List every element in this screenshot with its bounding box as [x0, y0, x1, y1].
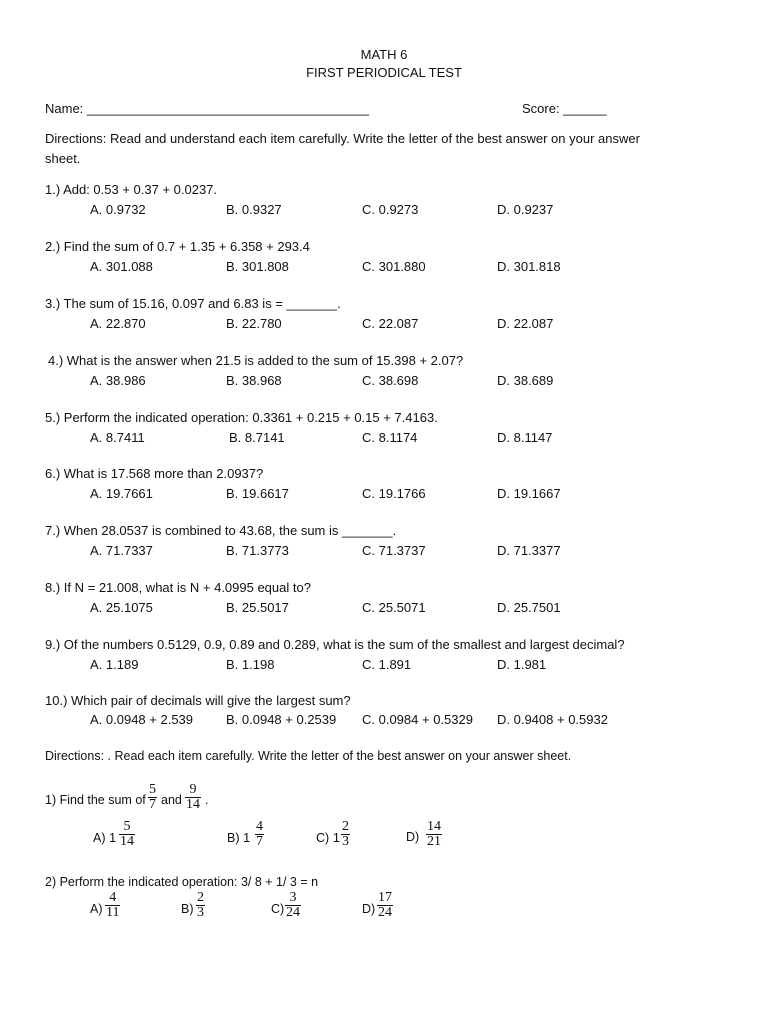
numerator: 5	[123, 819, 131, 834]
choice-b: B. 0.9327	[226, 202, 282, 217]
choice-d: D. 0.9237	[497, 202, 554, 217]
choice-c: C. 71.3737	[362, 543, 426, 558]
denominator: 3	[197, 905, 204, 920]
choice-b: B. 1.198	[226, 657, 275, 672]
directions-part1: Directions: Read and understand each item carefully. Write the letter of the best answer on your answer	[45, 131, 640, 146]
numerator: 5	[149, 782, 156, 797]
denominator: 24	[378, 905, 392, 920]
option-label: B)	[181, 902, 194, 916]
option-label: C) 1	[316, 830, 340, 845]
choice-a: A. 301.088	[90, 259, 153, 274]
denominator: 14	[120, 834, 134, 849]
option-label: C)	[271, 902, 285, 916]
choice-b: B. 8.7141	[229, 430, 285, 445]
choice-d: D. 22.087	[497, 316, 554, 331]
question-text: 2.) Find the sum of 0.7 + 1.35 + 6.358 + 293.4	[45, 239, 310, 254]
choice-d: D. 8.1147	[497, 430, 553, 445]
choice-d: D. 25.7501	[497, 600, 561, 615]
denominator: 24	[286, 905, 300, 920]
choice-a: A. 1.189	[90, 657, 139, 672]
choice-c: C. 0.0984 + 0.5329	[362, 712, 473, 727]
question-text: 6.) What is 17.568 more than 2.0937?	[45, 466, 264, 481]
option-label: A) 1	[93, 830, 117, 845]
choice-b: B. 38.968	[226, 373, 282, 388]
period-text: .	[205, 793, 209, 807]
directions-part1-continued: sheet.	[45, 151, 81, 166]
denominator: 7	[149, 797, 156, 812]
question-text: 7.) When 28.0537 is combined to 43.68, the sum is _______.	[45, 523, 397, 538]
denominator: 11	[106, 905, 120, 920]
choice-a: A. 19.7661	[90, 486, 153, 501]
denominator: 14	[186, 797, 200, 812]
numerator: 9	[189, 782, 197, 797]
choice-b: B. 25.5017	[226, 600, 289, 615]
choice-c: C. 1.891	[362, 657, 412, 672]
numerator: 17	[378, 890, 392, 905]
option-label: D)	[406, 830, 420, 844]
choice-d: D. 38.689	[497, 373, 554, 388]
option-label: B) 1	[227, 830, 251, 845]
fraction	[185, 783, 201, 812]
question-text: 8.) If N = 21.008, what is N + 4.0995 equal to?	[45, 580, 311, 595]
choice-c: C. 0.9273	[362, 202, 419, 217]
numerator: 3	[289, 890, 297, 905]
choice-b: B. 301.808	[226, 259, 289, 274]
option-fraction	[196, 891, 205, 920]
choice-c: C. 25.5071	[362, 600, 426, 615]
question-text: 1) Find the sum of	[45, 793, 146, 807]
directions-part2: Directions: . Read each item carefully. Write the letter of the best answer on your answer sheet.	[45, 749, 572, 763]
question-text: 3.) The sum of 15.16, 0.097 and 6.83 is = _______.	[45, 296, 341, 311]
subject-title: MATH 6	[360, 47, 408, 62]
question-text: 2) Perform the indicated operation: 3/ 8 + 1/ 3 = n	[45, 875, 319, 889]
numerator: 14	[427, 819, 441, 834]
denominator: 3	[342, 834, 349, 849]
numerator: 4	[256, 819, 263, 834]
choice-b: B. 71.3773	[226, 543, 289, 558]
choice-a: A. 71.7337	[90, 543, 153, 558]
choice-a: A. 8.7411	[90, 430, 145, 445]
question-text: 5.) Perform the indicated operation: 0.3361 + 0.215 + 0.15 + 7.4163.	[45, 410, 438, 425]
option-fraction	[341, 820, 350, 849]
choice-d: D. 1.981	[497, 657, 547, 672]
option-label: D)	[362, 902, 376, 916]
question-text: 10.) Which pair of decimals will give the largest sum?	[45, 693, 351, 708]
choice-d: D. 71.3377	[497, 543, 561, 558]
and-text: and	[161, 793, 182, 807]
choice-c: C. 19.1766	[362, 486, 426, 501]
option-fraction	[426, 820, 442, 849]
test-title: FIRST PERIODICAL TEST	[306, 65, 462, 80]
choice-d: D. 0.9408 + 0.5932	[497, 712, 608, 727]
choice-b: B. 19.6617	[226, 486, 289, 501]
option-fraction	[105, 891, 120, 920]
choice-a: A. 0.9732	[90, 202, 146, 217]
choice-c: C. 301.880	[362, 259, 426, 274]
choice-c: C. 22.087	[362, 316, 419, 331]
choice-b: B. 0.0948 + 0.2539	[226, 712, 337, 727]
choice-d: D. 19.1667	[497, 486, 561, 501]
denominator: 21	[427, 834, 441, 849]
fraction	[148, 783, 157, 812]
choice-a: A. 0.0948 + 2.539	[90, 712, 194, 727]
numerator: 2	[197, 890, 204, 905]
choice-c: C. 38.698	[362, 373, 419, 388]
choice-a: A. 38.986	[90, 373, 146, 388]
name-field: Name: _______________________________________	[45, 101, 369, 116]
option-fraction	[285, 891, 301, 920]
choice-d: D. 301.818	[497, 259, 561, 274]
choice-a: A. 22.870	[90, 316, 146, 331]
score-field: Score: ______	[522, 101, 607, 116]
option-fraction	[119, 820, 135, 849]
numerator: 4	[109, 890, 117, 905]
option-fraction	[377, 891, 393, 920]
option-label: A)	[90, 902, 103, 916]
question-text: 1.) Add: 0.53 + 0.37 + 0.0237.	[45, 182, 218, 197]
numerator: 2	[342, 819, 349, 834]
choice-c: C. 8.1174	[362, 430, 418, 445]
question-text: 9.) Of the numbers 0.5129, 0.9, 0.89 and 0.289, what is the sum of the smallest and largest decimal?	[45, 637, 625, 652]
denominator: 7	[256, 834, 263, 849]
question-text: 4.) What is the answer when 21.5 is added to the sum of 15.398 + 2.07?	[48, 353, 464, 368]
option-fraction	[255, 820, 264, 849]
choice-a: A. 25.1075	[90, 600, 153, 615]
choice-b: B. 22.780	[226, 316, 282, 331]
